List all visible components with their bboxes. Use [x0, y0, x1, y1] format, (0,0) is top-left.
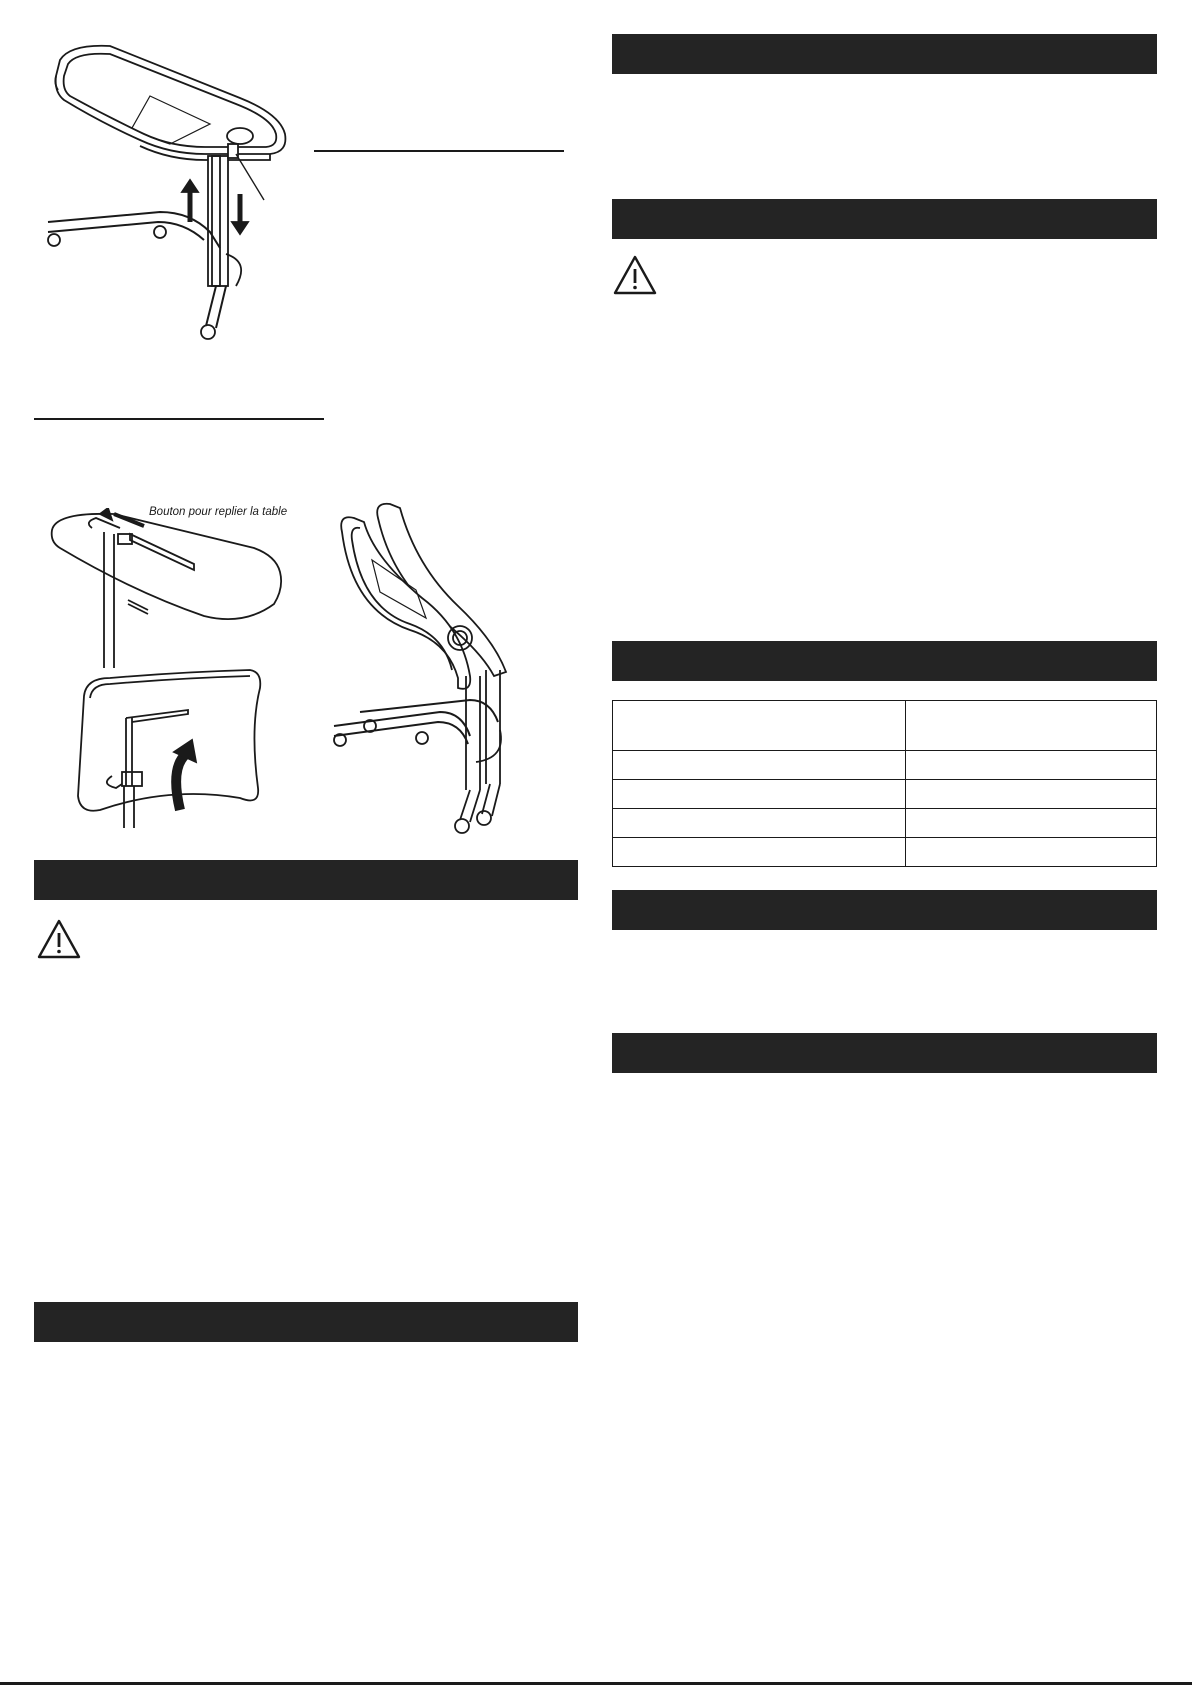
section-header-bar [612, 890, 1157, 930]
table-cell [613, 701, 906, 751]
section-header-bar [612, 1033, 1157, 1073]
warning-triangle-icon [36, 918, 82, 960]
figure-folded-tables [330, 500, 570, 840]
table-cell [906, 751, 1157, 780]
table-row [613, 809, 1157, 838]
section-underline [34, 418, 324, 420]
figure-fold-tilt-view [70, 668, 270, 828]
figure-fold-top-view [44, 508, 294, 668]
table-cell [613, 780, 906, 809]
section-header-bar [612, 199, 1157, 239]
specifications-table [612, 700, 1157, 867]
table-cell [906, 838, 1157, 867]
table-cell [906, 809, 1157, 838]
section-header-bar [34, 860, 578, 900]
warning-triangle-icon [612, 254, 658, 296]
section-header-bar [612, 641, 1157, 681]
table-row [613, 780, 1157, 809]
table-cell [906, 780, 1157, 809]
table-cell [906, 701, 1157, 751]
figure-table-height-adjustment [40, 36, 300, 366]
table-cell [613, 809, 906, 838]
table-cell [613, 838, 906, 867]
table-row [613, 751, 1157, 780]
table-cell [613, 751, 906, 780]
section-header-bar [34, 1302, 578, 1342]
section-header-bar [612, 34, 1157, 74]
table-row [613, 701, 1157, 751]
fold-button-label: Bouton pour replier la table [149, 506, 288, 518]
callout-underline [314, 150, 564, 152]
table-row [613, 838, 1157, 867]
